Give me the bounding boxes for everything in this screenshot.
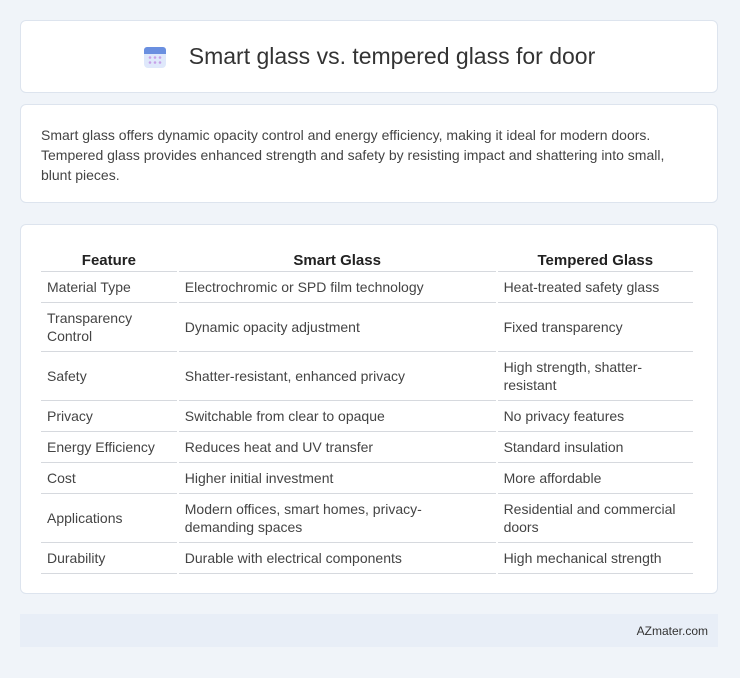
column-header-smart-glass: Smart Glass (179, 245, 496, 272)
column-header-feature: Feature (41, 245, 177, 272)
smart-glass-cell: Higher initial investment (179, 463, 496, 494)
smart-glass-cell: Shatter-resistant, enhanced privacy (179, 352, 496, 401)
feature-cell: Privacy (41, 401, 177, 432)
table-row (41, 543, 693, 574)
smart-glass-cell: Modern offices, smart homes, privacy-demanding spaces (179, 494, 496, 543)
smart-glass-cell: Dynamic opacity adjustment (179, 303, 496, 352)
tempered-glass-cell: Fixed transparency (498, 303, 693, 352)
smart-glass-cell: Switchable from clear to opaque (179, 401, 496, 432)
tempered-glass-cell: Heat-treated safety glass (498, 272, 693, 303)
feature-cell: Material Type (41, 272, 177, 303)
tempered-glass-cell: Standard insulation (498, 432, 693, 463)
intro-card (20, 104, 718, 203)
smart-glass-cell: Reduces heat and UV transfer (179, 432, 496, 463)
feature-cell: Energy Efficiency (41, 432, 177, 463)
smart-glass-cell: Electrochromic or SPD film technology (179, 272, 496, 303)
column-header-tempered-glass: Tempered Glass (498, 245, 693, 272)
calendar-icon (143, 45, 167, 69)
feature-cell: Durability (41, 543, 177, 574)
table-row (41, 494, 693, 543)
feature-cell: Safety (41, 352, 177, 401)
feature-cell: Transparency Control (41, 303, 177, 352)
intro-text: Smart glass offers dynamic opacity control and energy efficiency, making it ideal for modern doors. Tempered glass provides enhanced strength and safety by resisting impact and shattering into small, blunt pieces. (41, 127, 665, 183)
tempered-glass-cell: No privacy features (498, 401, 693, 432)
comparison-card (20, 224, 718, 594)
tempered-glass-cell: Residential and commercial doors (498, 494, 693, 543)
table-row (41, 401, 693, 432)
feature-cell: Cost (41, 463, 177, 494)
tempered-glass-cell: High mechanical strength (498, 543, 693, 574)
page-title: Smart glass vs. tempered glass for door (188, 43, 596, 69)
table-header-row (41, 245, 693, 272)
table-row (41, 303, 693, 352)
tempered-glass-cell: High strength, shatter-resistant (498, 352, 693, 401)
footer-brand: AZmater.com (636, 624, 708, 638)
footer (20, 614, 718, 647)
table-row (41, 432, 693, 463)
feature-cell: Applications (41, 494, 177, 543)
table-row (41, 463, 693, 494)
tempered-glass-cell: More affordable (498, 463, 693, 494)
title-card (20, 20, 718, 93)
table-row (41, 352, 693, 401)
comparison-table (39, 245, 695, 574)
smart-glass-cell: Durable with electrical components (179, 543, 496, 574)
table-row (41, 272, 693, 303)
